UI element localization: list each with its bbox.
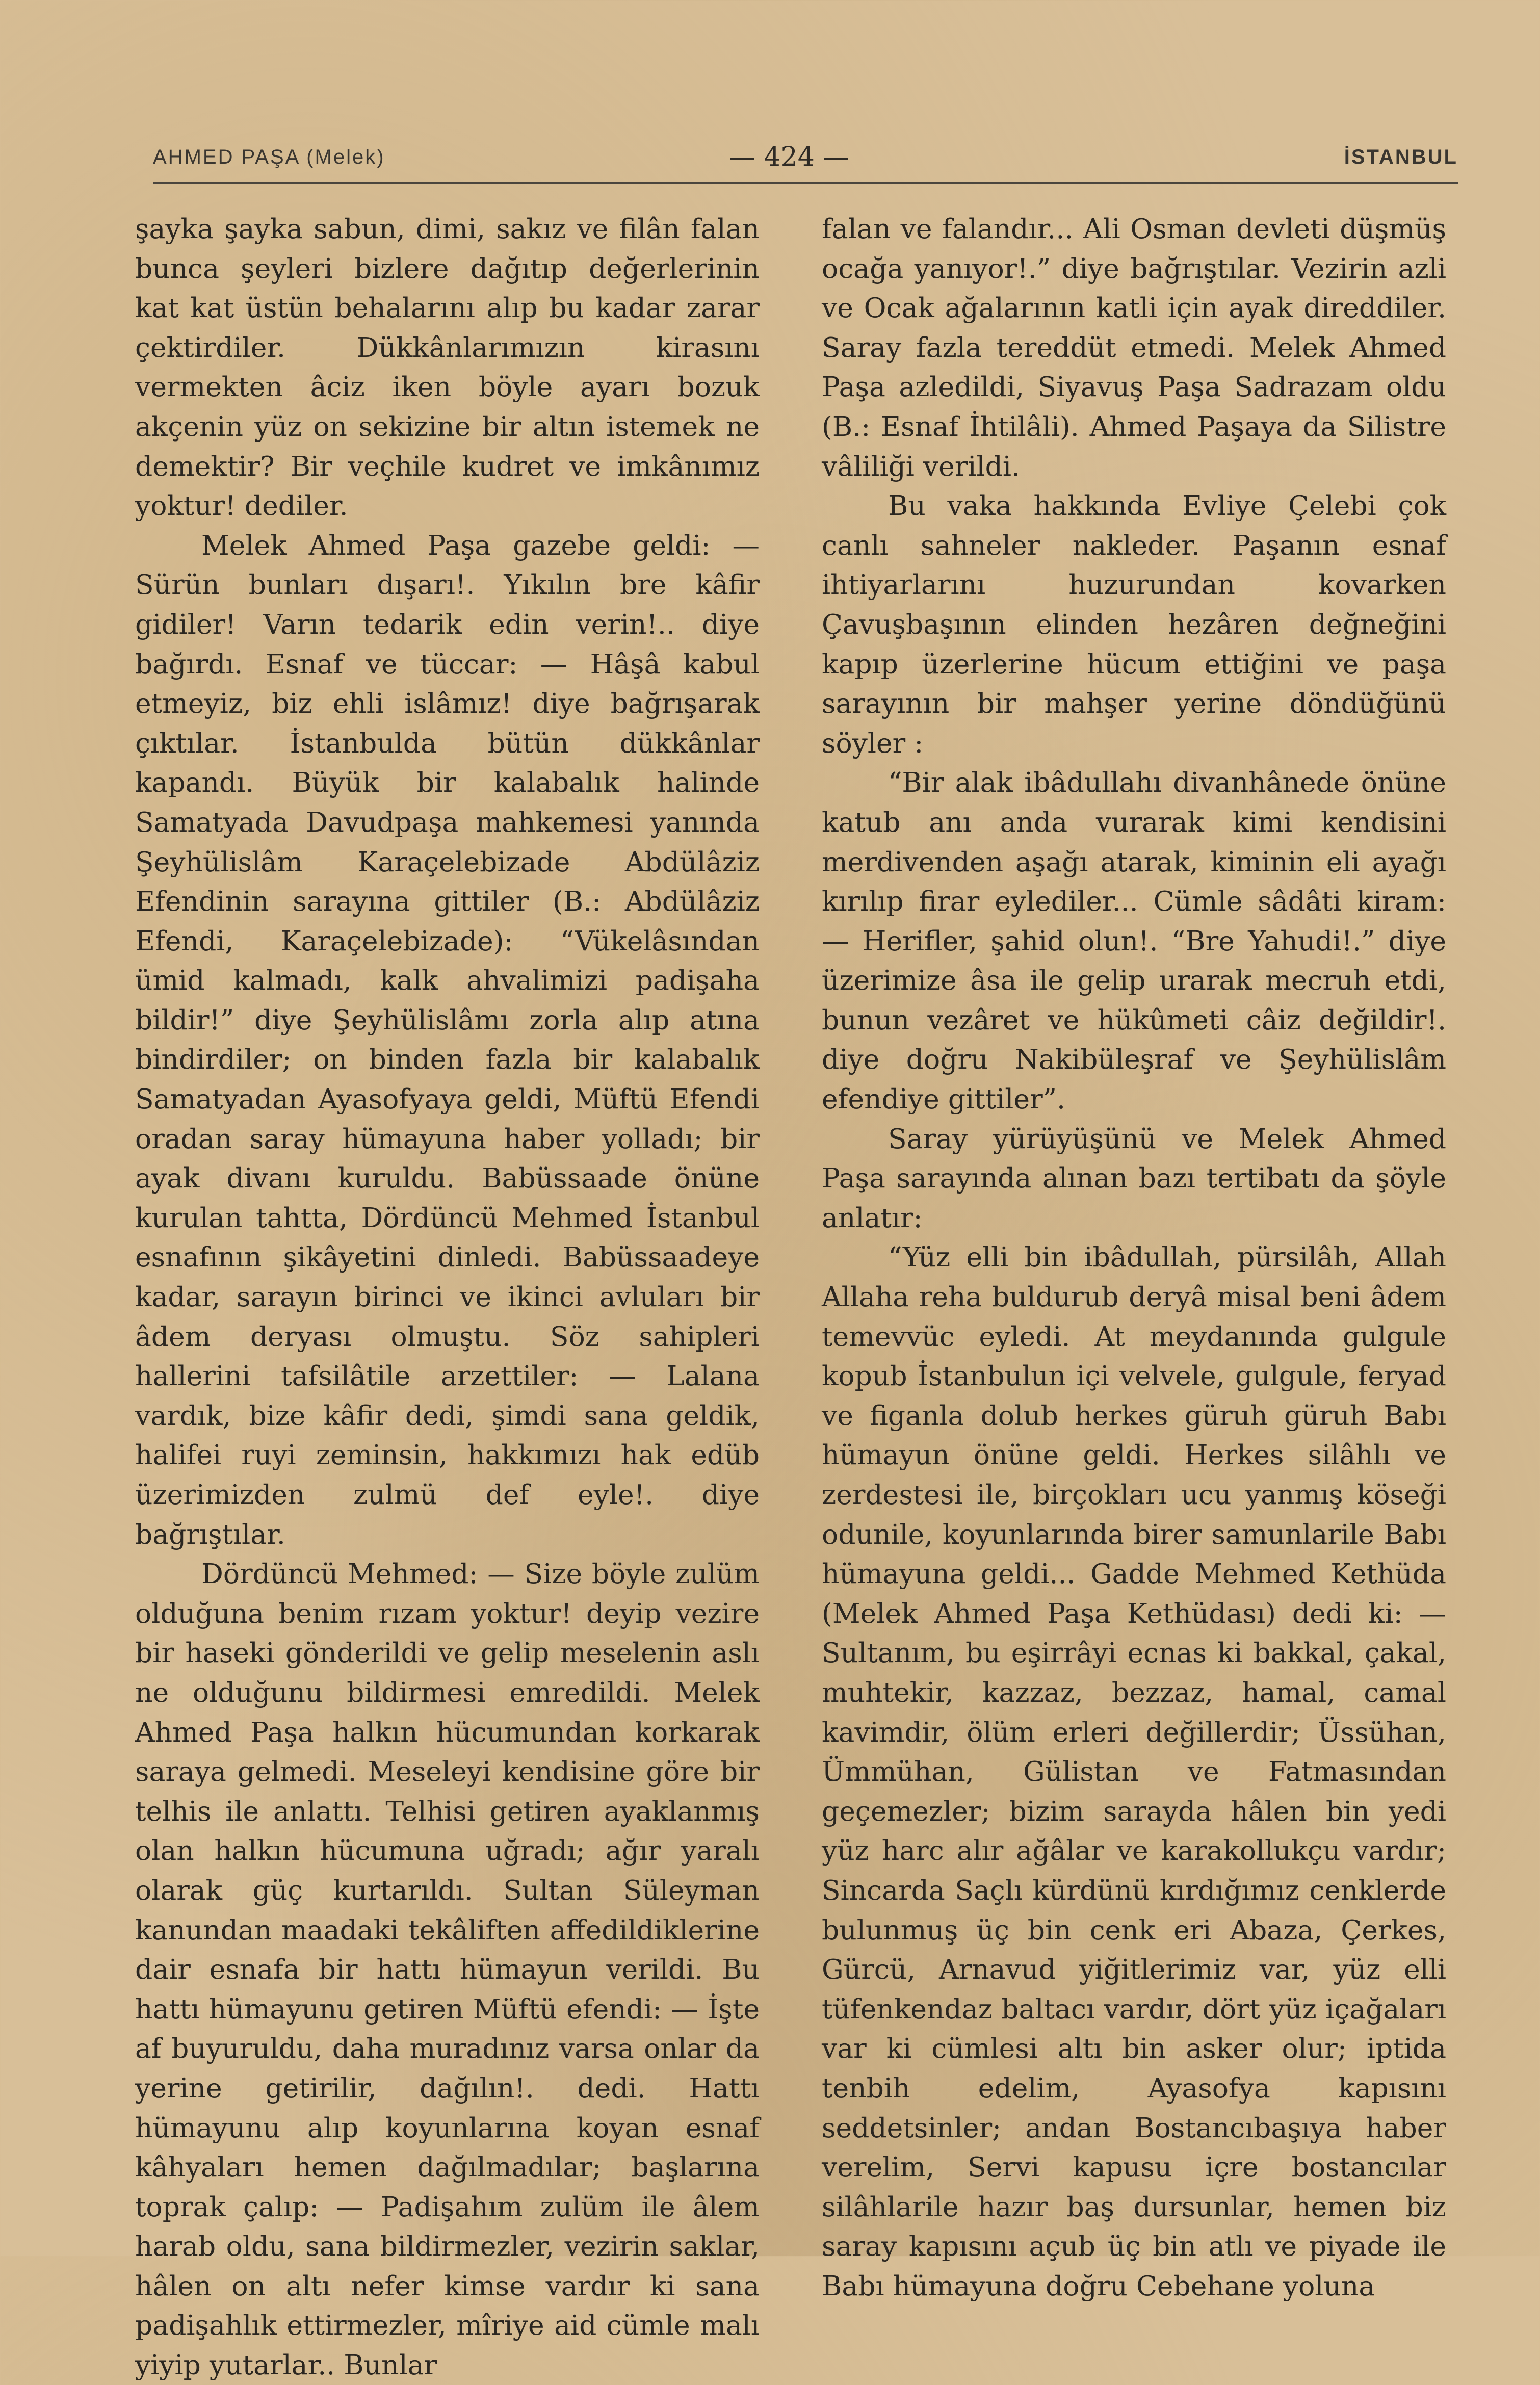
paragraph: Melek Ahmed Paşa gazebe geldi: — Sürün bunları dışarı!. Yıkılın bre kâfir gidiler! Varın tedarik edin verin!.. diye bağırdı. Esnaf ve tüccar: — Hâşâ kabul etmeyiz, biz ehli islâmız! diye bağrışarak çıktılar. İstanbulda bütün dükkânlar kapandı. Büyük bir kalabalık halinde Samatyada Davudpaşa mahkemesi yanında Şeyhülislâm Karaçelebizade Abdülâziz Efendinin sarayına gittiler (B.: Abdülâziz Efendi, Karaçelebizade): “Vükelâsından ümid kalmadı, kalk ahvalimizi padişaha bildir!” diye Şeyhülislâmı zorla alıp atına bindirdiler; on binden fazla bir kalabalık Samatyadan Ayasofyaya geldi, Müftü Efendi oradan saray hümayuna haber yolladı; bir ayak divanı kuruldu. Babüssaade önüne kurulan tahtta, Dördüncü Mehmed İstanbul esnafının şikâyetini dinledi. Babüssaadeye kadar, sarayın birinci ve ikinci avluları bir âdem deryası olmuştu. Söz sahipleri hallerini tafsilâtile arzettiler: — Lalana vardık, bize kâfir dedi, şimdi sana geldik, halifei ruyi zeminsin, hakkımızı hak edüb üzerimizden zulmü def eyle!. diye bağrıştılar. [135,529,760,1550]
left-column [135,209,760,2381]
paragraph: “Bir alak ibâdullahı divanhânede önüne katub anı anda vurarak kimi kendisini merdivenden aşağı atarak, kiminin eli ayağı kırılıp firar eylediler... Cümle sâdâti kiram: — Herifler, şahid olun!. “Bre Yahudi!.” diye üzerimize âsa ile gelip urarak mecruh etdi, bunun vezâret ve hükûmeti câiz değildir!. diye doğru Nakibüleşraf ve Şeyhülislâm efendiye gittiler”. [822,766,1446,1116]
paragraph: Saray yürüyüşünü ve Melek Ahmed Paşa sarayında alınan bazı tertibatı da şöyle anlatır: [822,1122,1446,1234]
header-rule [153,182,1458,184]
paragraph: falan ve falandır... Ali Osman devleti düşmüş ocağa yanıyor!.” diye bağrıştılar. Vezirin azli ve Ocak ağalarının katli için ayak direddiler. Saray fazla tereddüt etmedi. Melek Ahmed Paşa azledildi, Siyavuş Paşa Sadrazam oldu (B.: Esnaf İhtilâli). Ahmed Paşaya da Silistre vâliliği verildi. [822,213,1446,482]
paragraph: “Yüz elli bin ibâdullah, pürsilâh, Allah Allaha reha buldurub deryâ misal beni âdem temevvüc eyledi. At meydanında gulgule kopub İstanbulun içi velvele, gulgule, feryad ve figanla dolub herkes güruh güruh Babı hümayun önüne geldi. Herkes silâhlı ve zerdestesi ile, birçokları ucu yanmış köseği odunile, koyunlarında birer samunlarile Babı hümayuna geldi... Gadde Mehmed Kethüda (Melek Ahmed Paşa Kethüdası) dedi ki: — Sultanım, bu eşirrâyi ecnas ki bakkal, çakal, muhtekir, kazzaz, bezzaz, hamal, camal kavimdir, ölüm erleri değillerdir; Üssühan, Ümmühan, Gülistan ve Fatmasından geçemezler; bizim sarayda hâlen bin yedi yüz harc alır ağâlar ve karakollukçu vardır; Sincarda Saçlı kürdünü kırdığımız cenklerde bulunmuş üç bin cenk eri Abaza, Çerkes, Gürcü, Arnavud yiğitlerimiz var, yüz elli tüfenkendaz baltacı vardır, dört yüz içağaları var ki cümlesi altı bin asker olur; iptida tenbih edelim, Ayasofya kapısını seddetsinler; andan Bostancıbaşıya haber verelim, Servi kapusu içre bostancılar silâhlarile hazır baş dursunlar, hemen biz saray kapısını açub üç bin atlı ve piyade ile Babı hümayuna doğru Cebehane yoluna [822,1241,1446,2302]
paragraph: şayka şayka sabun, dimi, sakız ve filân falan bunca şeyleri bizlere dağıtıp değerlerinin kat kat üstün behalarını alıp bu kadar zarar çektirdiler. Dükkânlarımızın kirasını vermekten âciz iken böyle ayarı bozuk akçenin yüz on sekizine bir altın istemek ne demektir? Bir veçhile kudret ve imkânımız yoktur! dediler. [135,213,760,522]
page-number: — 424 — [729,142,850,172]
header-volume: İSTANBUL [1344,146,1458,168]
paragraph: Dördüncü Mehmed: — Size böyle zulüm olduğuna benim rızam yoktur! deyip vezire bir haseki gönderildi ve gelip meselenin aslı ne olduğunu bildirmesi emredildi. Melek Ahmed Paşa halkın hücumundan korkarak saraya gelmedi. Meseleyi kendisine göre bir telhis ile anlattı. Telhisi getiren ayaklanmış olan halkın hücumuna uğradı; ağır yaralı olarak güç kurtarıldı. Sultan Süleyman kanundan maadaki tekâliften affedildiklerine dair esnafa bir hattı hümayun verildi. Bu hattı hümayunu getiren Müftü efendi: — İşte af buyuruldu, daha muradınız varsa onlar da yerine getirilir, dağılın!. dedi. Hattı hümayunu alıp koyunlarına koyan esnaf kâhyaları hemen dağılmadılar; başlarına toprak çalıp: — Padişahım zulüm ile âlem harab oldu, sana bildirmezler, vezirin saklar, hâlen on altı nefer kimse vardır ki sana padişahlık ettirmezler, mîriye aid cümle malı yiyip yutarlar.. Bunlar [135,1558,760,2381]
header-entry-title: AHMED PAŞA (Melek) [153,146,385,168]
paragraph: Bu vaka hakkında Evliye Çelebi çok canlı sahneler nakleder. Paşanın esnaf ihtiyarlarını huzurundan kovarken Çavuşbaşının elinden hezâren değneğini kapıp üzerlerine hücum ettiğini ve paşa sarayının bir mahşer yerine döndüğünü söyler : [822,489,1446,759]
running-header [153,142,1458,177]
right-column [822,209,1446,2302]
